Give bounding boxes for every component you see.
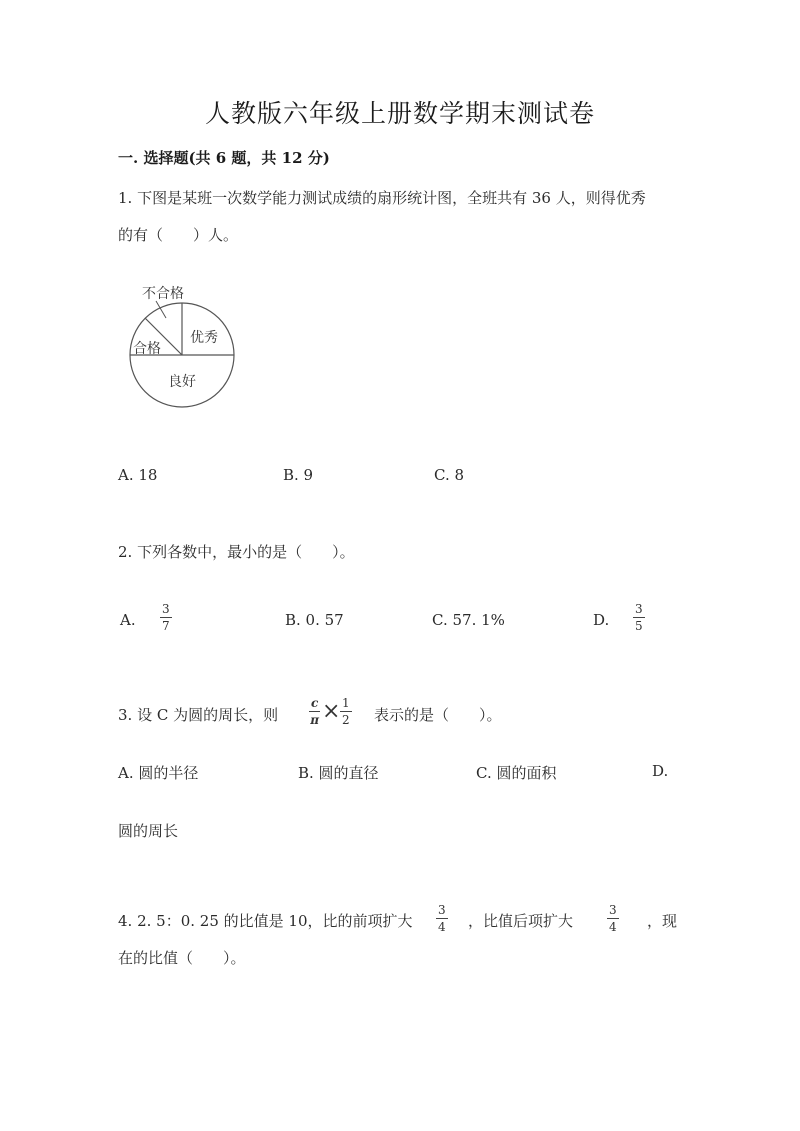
fraction-numerator: 3 [162,602,170,616]
pie-label-pass: 合格 [133,341,161,357]
fraction-numerator: 3 [635,602,643,616]
fraction-numerator: c [311,696,319,710]
question-4-part-3: ，现 [647,912,678,930]
pie-label-excellent: 优秀 [190,330,218,346]
question-3-option-c[interactable]: C. 圆的面积 [476,764,557,782]
question-2-option-a-fraction [160,603,172,632]
question-2-option-a-label[interactable]: A. [120,611,136,629]
question-2-option-c[interactable]: C. 57. 1% [432,611,505,629]
fraction-numerator: 3 [438,903,446,917]
question-2-option-d-label[interactable]: D. [593,611,610,629]
pie-chart-figure [120,278,260,418]
pie-label-good: 良好 [168,374,196,390]
fraction-denominator: 2 [342,713,350,727]
section-heading: 一. 选择题(共 6 题，共 12 分) [118,149,330,167]
pie-label-fail: 不合格 [142,286,184,302]
question-4-line-2: 在的比值（ ）。 [118,949,246,967]
question-1-option-c[interactable]: C. 8 [434,466,465,484]
question-4-fraction-1 [436,904,448,933]
fraction-denominator: 5 [635,619,643,633]
question-3-fraction-c-over-pi [309,697,320,726]
question-3-option-d-label[interactable]: D. [652,762,669,780]
question-3-option-a[interactable]: A. 圆的半径 [118,764,199,782]
question-4-part-1: 4. 2. 5：0. 25 的比值是 10，比的前项扩大 [118,912,413,930]
page-title: 人教版六年级上册数学期末测试卷 [204,99,595,128]
question-1-option-a[interactable]: A. 18 [118,466,158,484]
question-1-line-2: 的有（ ）人。 [118,226,239,244]
question-4-fraction-2 [607,904,619,933]
fraction-denominator: 7 [162,619,170,633]
question-2-text: 2. 下列各数中，最小的是（ ）。 [118,543,355,561]
question-3-option-b[interactable]: B. 圆的直径 [298,764,379,782]
fraction-denominator: 4 [609,920,617,934]
fraction-denominator: π [310,713,320,727]
question-3-option-d-text[interactable]: 圆的周长 [118,822,179,840]
question-4-part-2: ，比值后项扩大 [468,912,574,930]
question-3-suffix: 表示的是（ ）。 [374,706,502,724]
question-2-option-b[interactable]: B. 0. 57 [285,611,344,629]
question-3-fraction-one-half [340,697,352,726]
multiply-sign: × [322,699,341,724]
question-2-option-d-fraction [633,603,645,632]
fraction-numerator: 1 [342,696,350,710]
fraction-numerator: 3 [609,903,617,917]
question-1-option-b[interactable]: B. 9 [283,466,314,484]
fraction-denominator: 4 [438,920,446,934]
question-1-line-1: 1. 下图是某班一次数学能力测试成绩的扇形统计图，全班共有 36 人，则得优秀 [118,189,646,207]
question-3-prefix: 3. 设 C 为圆的周长，则 [118,706,279,724]
